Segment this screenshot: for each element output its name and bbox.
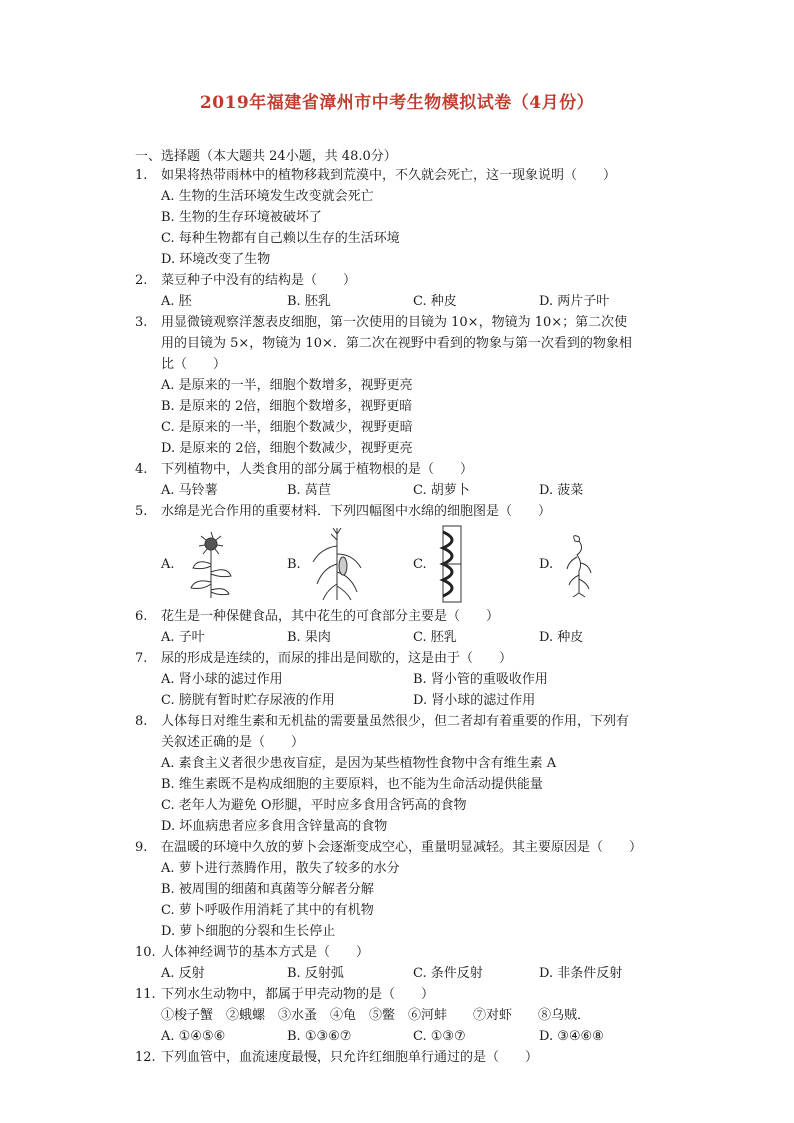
corn-plant-figure: [307, 526, 367, 602]
question-9: [135, 837, 675, 942]
option-d: D.: [539, 556, 554, 572]
question-number: 9.: [135, 840, 148, 855]
spirogyra-cell-figure: [433, 524, 473, 604]
option-a: A. 反射: [161, 966, 205, 981]
option-a: A. 肾小球的滤过作用: [161, 672, 283, 687]
question-3: [135, 312, 675, 459]
option-d: D. 萝卜细胞的分裂和生长停止: [161, 924, 336, 939]
option-c: C. 老年人为避免 O形腿，平时应多食用含钙高的食物: [161, 798, 467, 813]
option-d: D. 肾小球的滤过作用: [413, 693, 536, 708]
option-b: B. 果肉: [287, 630, 331, 645]
question-11: [135, 984, 675, 1047]
option-b: B. ①③⑥⑦: [287, 1029, 352, 1044]
option-b: B. 莴苣: [287, 483, 331, 498]
question-text: 如果将热带雨林中的植物移栽到荒漠中，不久就会死亡，这一现象说明（ ）: [161, 168, 617, 183]
question-text-continued: 关叙述正确的是（ ）: [161, 735, 305, 750]
figure-row: [135, 522, 675, 606]
question-4: [135, 459, 675, 501]
option-b: B. 胚乳: [287, 294, 331, 309]
question-text: 在温暖的环境中久放的萝卜会逐渐变成空心，重量明显减轻。其主要原因是（ ）: [161, 840, 643, 855]
option-a: A. ①④⑤⑥: [161, 1029, 226, 1044]
option-a: A. 萝卜进行蒸腾作用，散失了较多的水分: [161, 861, 400, 876]
option-b: B. 肾小管的重吸收作用: [413, 672, 548, 687]
question-text: 花生是一种保健食品，其中花生的可食部分主要是（ ）: [161, 609, 500, 624]
question-7: [135, 648, 675, 711]
option-a: A. 素食主义者很少患夜盲症，是因为某些植物性食物中含有维生素 A: [161, 756, 557, 771]
question-6: [135, 606, 675, 648]
option-c: C. 种皮: [413, 294, 457, 309]
option-c: C. ①③⑦: [413, 1029, 466, 1044]
question-text: 人体每日对维生素和无机盐的需要量虽然很少，但二者却有着重要的作用，下列有: [161, 714, 630, 729]
option-a: A. 子叶: [161, 630, 205, 645]
question-8: [135, 711, 675, 837]
moss-plant-figure: [559, 529, 599, 599]
option-b: B. 是原来的 2倍，细胞个数增多，视野更暗: [161, 399, 413, 414]
option-c: C. 是原来的一半，细胞个数减少，视野更暗: [161, 420, 413, 435]
option-b: B. 被周围的细菌和真菌等分解者分解: [161, 882, 374, 897]
question-text: 用显微镜观察洋葱表皮细胞，第一次使用的目镜为 10×，物镜为 10×；第二次使: [161, 315, 628, 330]
option-b: B. 维生素既不是构成细胞的主要原料，也不能为生命活动提供能量: [161, 777, 543, 792]
question-text: 人体神经调节的基本方式是（ ）: [161, 945, 370, 960]
question-number: 6.: [135, 609, 148, 624]
question-text: 下列血管中，血流速度最慢，只允许红细胞单行通过的是（ ）: [161, 1050, 539, 1065]
option-a: A. 马铃薯: [161, 483, 218, 498]
question-number: 4.: [135, 462, 148, 477]
question-number: 7.: [135, 651, 148, 666]
option-c: C.: [413, 556, 427, 572]
question-list: [135, 165, 675, 1068]
option-d: D. 菠菜: [539, 483, 584, 498]
question-number: 11.: [135, 987, 156, 1002]
question-5: [135, 501, 675, 606]
question-text: 下列植物中，人类食用的部分属于植物根的是（ ）: [161, 462, 474, 477]
option-d: D. 环境改变了生物: [161, 252, 271, 267]
question-text: 尿的形成是连续的，而尿的排出是间歇的，这是由于（ ）: [161, 651, 513, 666]
question-number: 1.: [135, 168, 148, 183]
option-a: A. 是原来的一半，细胞个数增多，视野更亮: [161, 378, 413, 393]
sunflower-figure: [181, 528, 241, 600]
question-text: 水绵是光合作用的重要材料．下列四幅图中水绵的细胞图是（ ）: [161, 504, 552, 519]
option-d: D. 坏血病患者应多食用含锌量高的食物: [161, 819, 388, 834]
option-a: A.: [161, 556, 175, 572]
option-d: D. 是原来的 2倍，细胞个数减少，视野更亮: [161, 441, 413, 456]
question-10: [135, 942, 675, 984]
option-d: D. ③④⑥⑧: [539, 1029, 604, 1044]
option-a: A. 胚: [161, 294, 192, 309]
question-text-continued: 比（ ）: [161, 357, 227, 372]
question-text: 菜豆种子中没有的结构是（ ）: [161, 273, 357, 288]
question-number: 8.: [135, 714, 148, 729]
option-c: C. 条件反射: [413, 966, 483, 981]
page-title: 2019年福建省漳州市中考生物模拟试卷（4月份）: [199, 93, 595, 113]
question-number: 5.: [135, 504, 148, 519]
option-c: C. 胡萝卜: [413, 483, 470, 498]
question-2: [135, 270, 675, 312]
option-b: B. 反射弧: [287, 966, 344, 981]
option-c: C. 膀胱有暂时贮存尿液的作用: [161, 693, 335, 708]
option-b: B. 生物的生存环境被破坏了: [161, 210, 322, 225]
question-number: 10.: [135, 945, 156, 960]
question-text: 下列水生动物中，都属于甲壳动物的是（ ）: [161, 987, 435, 1002]
question-1: [135, 165, 675, 270]
section-heading: 一、选择题（本大题共 24小题，共 48.0分）: [135, 149, 397, 164]
option-c: C. 每种生物都有自己赖以生存的生活环境: [161, 231, 400, 246]
question-number: 2.: [135, 273, 148, 288]
option-a: A. 生物的生活环境发生改变就会死亡: [161, 189, 374, 204]
question-12: [135, 1047, 675, 1068]
question-number: 12.: [135, 1050, 156, 1065]
option-d: D. 非条件反射: [539, 966, 623, 981]
option-d: D. 两片子叶: [539, 294, 610, 309]
question-text-continued: 用的目镜为 5×，物镜为 10×．第二次在视野中看到的物象与第一次看到的物象相: [161, 336, 632, 351]
question-number: 3.: [135, 315, 148, 330]
option-c: C. 萝卜呼吸作用消耗了其中的有机物: [161, 903, 374, 918]
option-b: B.: [287, 556, 301, 572]
animal-list: ①梭子蟹 ②蛾螺 ③水蚤 ④龟 ⑤鳖 ⑥河蚌 ⑦对虾 ⑧乌贼．: [161, 1008, 591, 1023]
option-d: D. 种皮: [539, 630, 584, 645]
option-c: C. 胚乳: [413, 630, 457, 645]
